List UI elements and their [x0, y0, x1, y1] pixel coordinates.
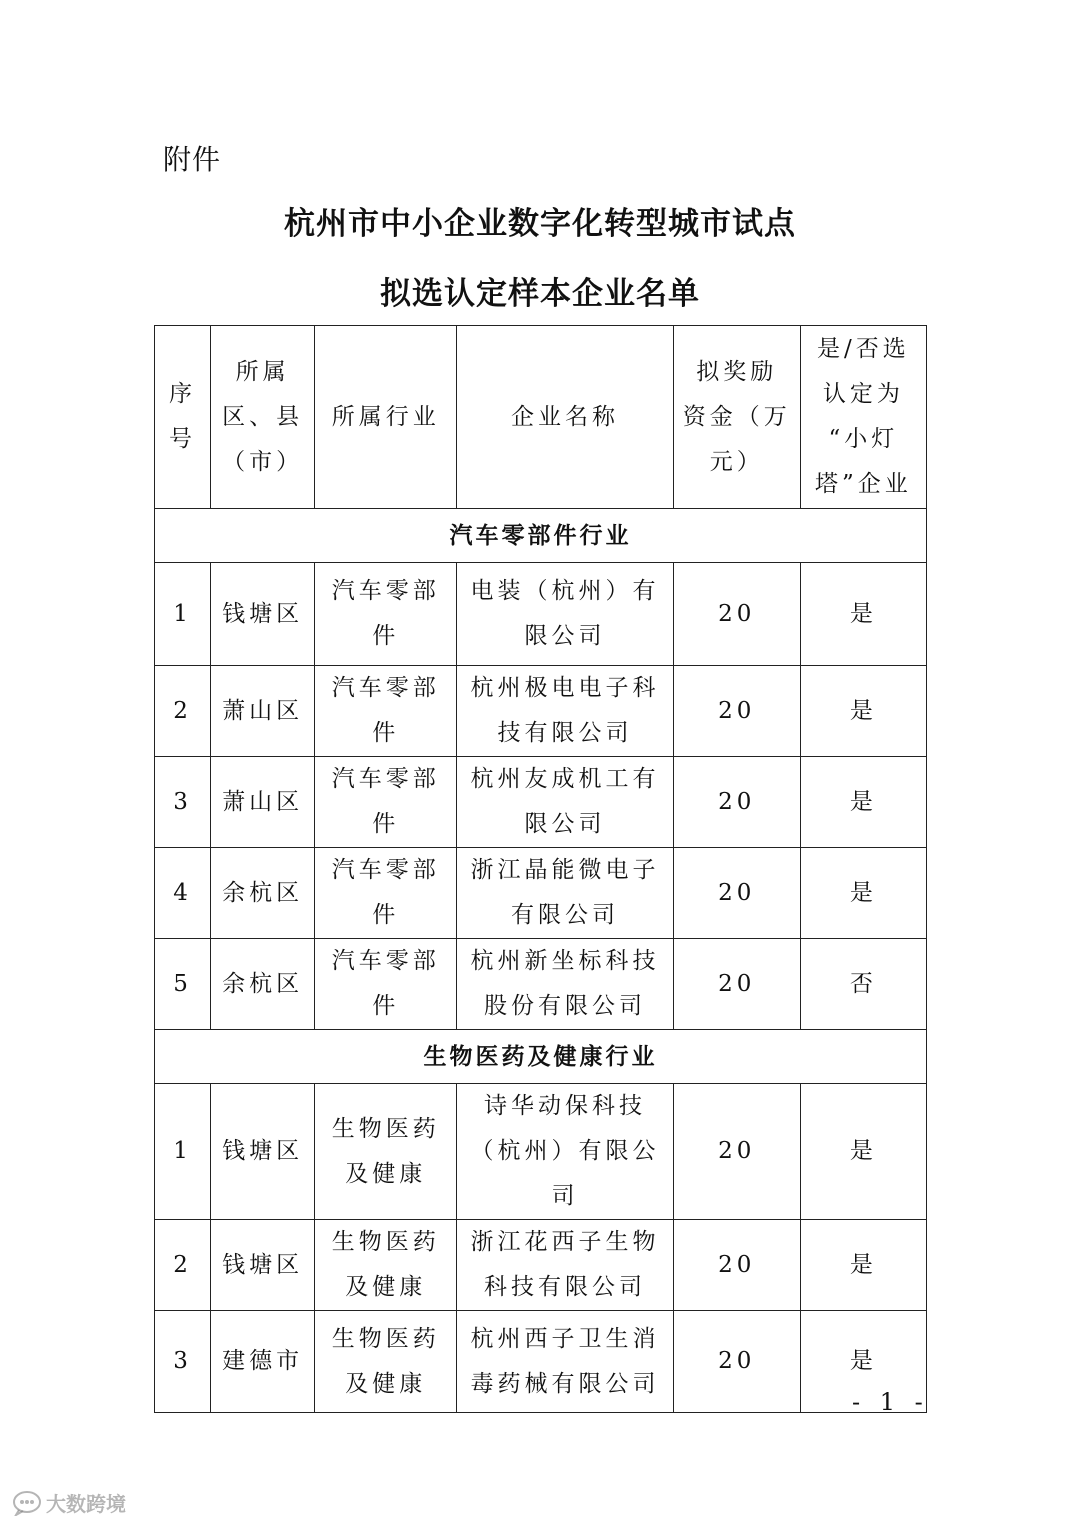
cell-amount: 20	[673, 1084, 800, 1220]
page-title-line1: 杭州市中小企业数字化转型城市试点	[284, 206, 796, 242]
table-row	[155, 939, 927, 1030]
cell-company: 电装（杭州）有限公司	[457, 563, 673, 666]
cell-amount: 20	[673, 1220, 800, 1311]
header-serial: 序 号	[155, 326, 211, 509]
cell-lighthouse: 是	[800, 1220, 926, 1311]
chat-bubble-logo-icon	[12, 1490, 42, 1516]
cell-industry: 生物医药及健康	[315, 1084, 457, 1220]
table-row	[155, 848, 927, 939]
cell-company: 杭州友成机工有限公司	[457, 757, 673, 848]
cell-company: 杭州新坐标科技股份有限公司	[457, 939, 673, 1030]
table-row	[155, 1084, 927, 1220]
cell-amount: 20	[673, 563, 800, 666]
cell-district: 余杭区	[211, 848, 315, 939]
table-row	[155, 1220, 927, 1311]
cell-company: 杭州西子卫生消毒药械有限公司	[457, 1311, 673, 1413]
header-amount: 拟奖励 资金（万 元）	[673, 326, 800, 509]
cell-serial: 3	[155, 1311, 211, 1413]
cell-district: 萧山区	[211, 757, 315, 848]
cell-district: 钱塘区	[211, 1220, 315, 1311]
cell-lighthouse: 是	[800, 1311, 926, 1413]
watermark-text: 大数跨境	[46, 1492, 126, 1516]
cell-lighthouse: 是	[800, 848, 926, 939]
enterprise-table	[154, 325, 927, 1413]
header-industry: 所属行业	[315, 326, 457, 509]
cell-company: 浙江晶能微电子有限公司	[457, 848, 673, 939]
cell-company: 诗华动保科技（杭州）有限公司	[457, 1084, 673, 1220]
cell-company: 杭州极电电子科技有限公司	[457, 666, 673, 757]
cell-industry: 生物医药及健康	[315, 1311, 457, 1413]
cell-district: 钱塘区	[211, 563, 315, 666]
cell-district: 建德市	[211, 1311, 315, 1413]
cell-industry: 汽车零部件	[315, 939, 457, 1030]
section-title: 汽车零部件行业	[155, 509, 927, 563]
table-row	[155, 1311, 927, 1413]
cell-serial: 2	[155, 666, 211, 757]
attachment-label: 附件	[163, 143, 222, 176]
cell-lighthouse: 是	[800, 1084, 926, 1220]
header-company: 企业名称	[457, 326, 673, 509]
cell-district: 钱塘区	[211, 1084, 315, 1220]
table-row	[155, 563, 927, 666]
cell-lighthouse: 否	[800, 939, 926, 1030]
cell-industry: 汽车零部件	[315, 666, 457, 757]
header-district: 所属 区、县 （市）	[211, 326, 315, 509]
cell-lighthouse: 是	[800, 666, 926, 757]
cell-serial: 3	[155, 757, 211, 848]
page-title-line2: 拟选认定样本企业名单	[380, 276, 700, 312]
cell-company: 浙江花西子生物科技有限公司	[457, 1220, 673, 1311]
cell-industry: 汽车零部件	[315, 563, 457, 666]
table-row	[155, 757, 927, 848]
section-title: 生物医药及健康行业	[155, 1030, 927, 1084]
cell-lighthouse: 是	[800, 563, 926, 666]
cell-amount: 20	[673, 848, 800, 939]
cell-amount: 20	[673, 939, 800, 1030]
cell-district: 萧山区	[211, 666, 315, 757]
cell-serial: 1	[155, 563, 211, 666]
cell-district: 余杭区	[211, 939, 315, 1030]
cell-serial: 5	[155, 939, 211, 1030]
cell-serial: 4	[155, 848, 211, 939]
cell-lighthouse: 是	[800, 757, 926, 848]
cell-industry: 生物医药及健康	[315, 1220, 457, 1311]
cell-amount: 20	[673, 1311, 800, 1413]
watermark	[12, 1488, 126, 1517]
page-number: - 1 -	[852, 1388, 929, 1416]
cell-serial: 2	[155, 1220, 211, 1311]
section-row-auto	[155, 509, 927, 563]
header-lighthouse: 是/否选 认定为 “小灯 塔”企业	[800, 326, 926, 509]
cell-amount: 20	[673, 757, 800, 848]
cell-serial: 1	[155, 1084, 211, 1220]
table-header-row	[155, 326, 927, 509]
cell-amount: 20	[673, 666, 800, 757]
cell-industry: 汽车零部件	[315, 757, 457, 848]
section-row-biomed	[155, 1030, 927, 1084]
cell-industry: 汽车零部件	[315, 848, 457, 939]
table-row	[155, 666, 927, 757]
